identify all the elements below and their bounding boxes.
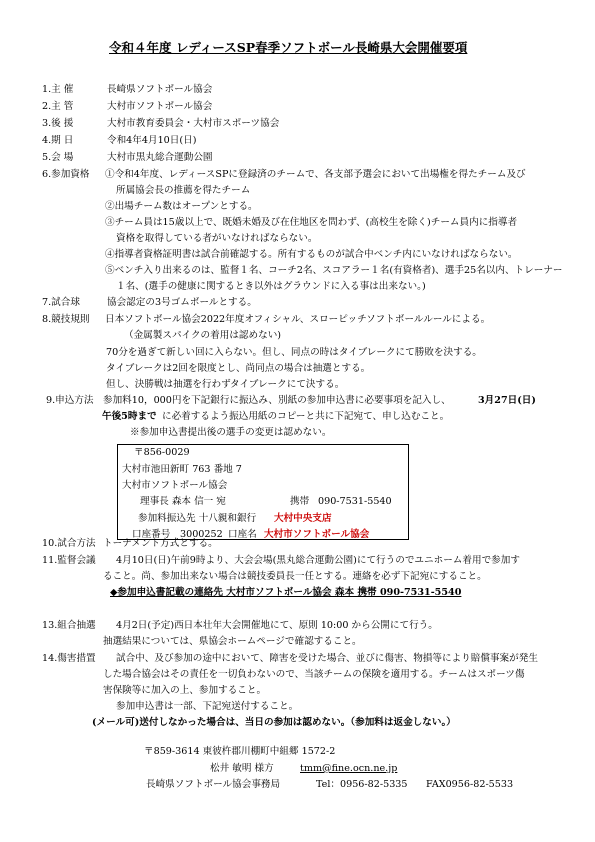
injury-warning: (メール可)送付しなかった場合は、当日の参加は認めない。（参加料は返金しない。） — [92, 717, 456, 728]
section-ball-label: 7.試合球 — [42, 297, 80, 308]
section-apply-label: 9.申込方法 — [46, 395, 94, 406]
box-chairman: 理事長 森本 信一 宛 — [140, 496, 226, 507]
section-host-value: 長崎県ソフトボール協会 — [107, 84, 213, 95]
injury-line: した場合協会はその責任を一切負わないので、当該チームの保険を適用する。チームはスポーツ傷 — [103, 669, 525, 680]
qualification-line: １名、(選手の健康に関するとき以外はグラウンドに入る事は出来ない。) — [116, 281, 426, 292]
box-branch: 大村中央支店 — [274, 513, 332, 524]
box-zip: 〒856-0029 — [134, 447, 190, 458]
footer-address: 〒859-3614 東彼杵郡川棚町中組郷 1572-2 — [144, 746, 336, 757]
qualification-line: ④指導者資格証明書は試合前確認する。所有するものが試合中ベンチ内にいなければならない。 — [105, 249, 518, 260]
footer-office: 長崎県ソフトボール協会事務局 — [146, 779, 281, 790]
box-account-name-label: 口座名 — [228, 529, 257, 540]
box-account-number: 3000252 — [180, 529, 223, 540]
meeting-line: 4月10日(日)午前9時より、大会会場(黒丸総合運動公園)にて行うのでユニホーム着用で参加す — [116, 555, 520, 566]
apply-line: 参加料10，000円を下記銀行に振込み、別紙の参加申込書に必要事項を記入し、 — [103, 395, 451, 406]
injury-line: 害保険等に加入の上、参加すること。 — [103, 685, 267, 696]
qualification-line: ⑤ベンチ入り出来るのは、監督１名、コーチ2名、スコアラー１名(有資格者)、選手25名以内、トレーナー — [105, 265, 563, 276]
section-qualification-label: 6.参加資格 — [42, 169, 90, 180]
section-support-label: 3.後 援 — [42, 118, 74, 129]
qualification-line: ③チーム員は15歳以上で、既婚未婚及び在住地区を問わず、(高校生を除く)チーム員内に指導者 — [105, 217, 518, 228]
draw-line: 4月2日(予定)西日本壮年大会開催地にて、原則 10:00 から公開にて行う。 — [116, 620, 438, 631]
section-date-value: 令和4年4月10日(日) — [107, 135, 197, 146]
rules-line: 但し、決勝戦は抽選を行わずタイブレークにて決する。 — [106, 379, 345, 390]
apply-line: に必着するよう振込用紙のコピーと共に下記宛て、申し込むこと。 — [162, 411, 450, 422]
section-meeting-label: 11.監督会議 — [42, 555, 96, 566]
injury-line: 試合中、及び参加の途中において、障害を受けた場合、並びに傷害、物損等により賠償事案が発生 — [116, 653, 538, 664]
apply-note: ※参加申込書提出後の選手の変更は認めない。 — [130, 427, 332, 438]
application-address-box — [117, 444, 409, 540]
section-injury-label: 14.傷害措置 — [42, 653, 96, 664]
section-manage-value: 大村市ソフトボール協会 — [107, 101, 213, 112]
box-mobile: 090-7531-5540 — [318, 496, 392, 507]
rules-line: （金属製スパイクの着用は認めない) — [124, 330, 282, 341]
footer-person: 松井 敏明 様方 — [210, 763, 274, 774]
section-ball-value: 協会認定の3号ゴムボールとする。 — [107, 297, 257, 308]
footer-tel: Tel：0956-82-5335 — [316, 779, 408, 790]
box-account-label: 口座番号 — [132, 529, 171, 540]
draw-line: 抽選結果については、県協会ホームページで確認すること。 — [103, 636, 362, 647]
section-date-label: 4.期 日 — [42, 135, 74, 146]
qualification-line: ②出場チーム数はオープンとする。 — [105, 201, 258, 212]
rules-line: タイブレークは2回を限度とし、尚同点の場合は抽選とする。 — [106, 363, 371, 374]
box-account-name: 大村市ソフトボール協会 — [264, 529, 370, 540]
apply-deadline-time: 午後5時まで — [102, 411, 157, 422]
rules-line: 70分を過ぎて新しい回に入らない。但し、同点の時はタイブレークにて勝敗を決する。 — [106, 347, 482, 358]
meeting-contact: ◆参加申込書記載の連絡先 大村市ソフトボール協会 森本 携帯 090-7531-5540 — [110, 587, 462, 598]
section-venue-label: 5.会 場 — [42, 152, 74, 163]
section-manage-label: 2.主 管 — [42, 101, 74, 112]
injury-line: 参加申込書は一部、下記宛送付すること。 — [116, 701, 299, 712]
section-draw-label: 13.組合抽選 — [42, 620, 96, 631]
box-organization: 大村市ソフトボール協会 — [122, 480, 228, 491]
meeting-line: ること。尚、参加出来ない場合は競技委員長一任とする。連絡を必ず下記宛にすること。 — [103, 571, 487, 582]
box-bank-label: 参加料振込先 十八親和銀行 — [138, 513, 257, 524]
qualification-line: 所属協会長の推薦を得たチーム — [116, 185, 251, 196]
box-mobile-label: 携帯 — [290, 496, 310, 507]
section-method-value: トーナメント方式とする。 — [103, 538, 218, 549]
rules-line: 日本ソフトボール協会2022年度オフィシャル、スローピッチソフトボールルールによる。 — [105, 314, 491, 325]
apply-deadline: 3月27日(日) — [478, 395, 536, 406]
qualification-line: 資格を取得している者がいなければならない。 — [116, 233, 318, 244]
footer-email-link[interactable]: tmm@fine.ocn.ne.jp — [300, 763, 398, 774]
footer-fax: FAX0956-82-5533 — [426, 779, 514, 790]
box-address: 大村市池田新町 763 番地 7 — [122, 464, 242, 475]
section-host-label: 1.主 催 — [42, 84, 74, 95]
section-support-value: 大村市教育委員会・大村市スポーツ協会 — [107, 118, 280, 129]
section-method-label: 10.試合方法 — [42, 538, 96, 549]
qualification-line: ①令和4年度、レディースSPに登録済のチームで、各支部予選会において出場権を得たチーム及び — [105, 169, 526, 180]
document-title: 令和４年度 レディースSP春季ソフトボール長崎県大会開催要項 — [109, 40, 468, 55]
section-venue-value: 大村市黒丸総合運動公園 — [107, 152, 213, 163]
section-rules-label: 8.競技規則 — [42, 314, 90, 325]
